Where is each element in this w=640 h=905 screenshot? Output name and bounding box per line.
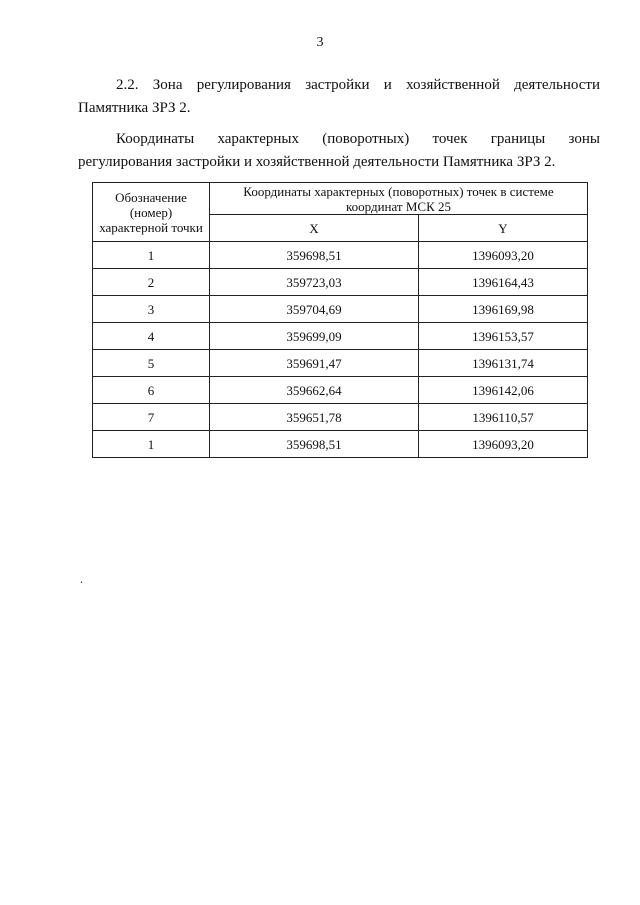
y-coordinate: 1396153,57 — [419, 323, 588, 350]
coordinates-table — [92, 182, 588, 458]
table-row — [93, 269, 588, 296]
x-coordinate: 359651,78 — [210, 404, 419, 431]
header-coordinates: Координаты характерных (поворотных) точек в системе координат МСК 25 — [210, 183, 588, 215]
y-coordinate: 1396110,57 — [419, 404, 588, 431]
stray-mark: . — [80, 572, 83, 586]
y-coordinate: 1396164,43 — [419, 269, 588, 296]
table-row — [93, 242, 588, 269]
y-coordinate: 1396093,20 — [419, 242, 588, 269]
x-coordinate: 359691,47 — [210, 350, 419, 377]
table-row — [93, 323, 588, 350]
point-number: 6 — [93, 377, 210, 404]
y-coordinate: 1396093,20 — [419, 431, 588, 458]
x-coordinate: 359698,51 — [210, 431, 419, 458]
y-coordinate: 1396169,98 — [419, 296, 588, 323]
table-body — [93, 242, 588, 458]
point-number: 4 — [93, 323, 210, 350]
table-row — [93, 296, 588, 323]
table-row — [93, 350, 588, 377]
table-row — [93, 431, 588, 458]
header-point-number: Обозначение (номер) характерной точки — [93, 183, 210, 242]
header-y: Y — [419, 215, 588, 242]
x-coordinate: 359723,03 — [210, 269, 419, 296]
point-number: 5 — [93, 350, 210, 377]
y-coordinate: 1396142,06 — [419, 377, 588, 404]
x-coordinate: 359699,09 — [210, 323, 419, 350]
point-number: 1 — [93, 431, 210, 458]
x-coordinate: 359698,51 — [210, 242, 419, 269]
header-x: X — [210, 215, 419, 242]
section-intro — [78, 128, 600, 174]
point-number: 1 — [93, 242, 210, 269]
section-intro-text: Координаты характерных (поворотных) точек границы зоны регулирования застройки и хозяйственной деятельности Памятника ЗРЗ 2. — [78, 131, 600, 170]
section-heading-text: 2.2. Зона регулирования застройки и хозяйственной деятельности Памятника ЗРЗ 2. — [78, 77, 600, 116]
point-number: 2 — [93, 269, 210, 296]
page-number: 3 — [316, 35, 324, 50]
y-coordinate: 1396131,74 — [419, 350, 588, 377]
table-row — [93, 377, 588, 404]
table-row — [93, 404, 588, 431]
point-number: 7 — [93, 404, 210, 431]
section-heading — [78, 74, 600, 120]
x-coordinate: 359662,64 — [210, 377, 419, 404]
x-coordinate: 359704,69 — [210, 296, 419, 323]
point-number: 3 — [93, 296, 210, 323]
